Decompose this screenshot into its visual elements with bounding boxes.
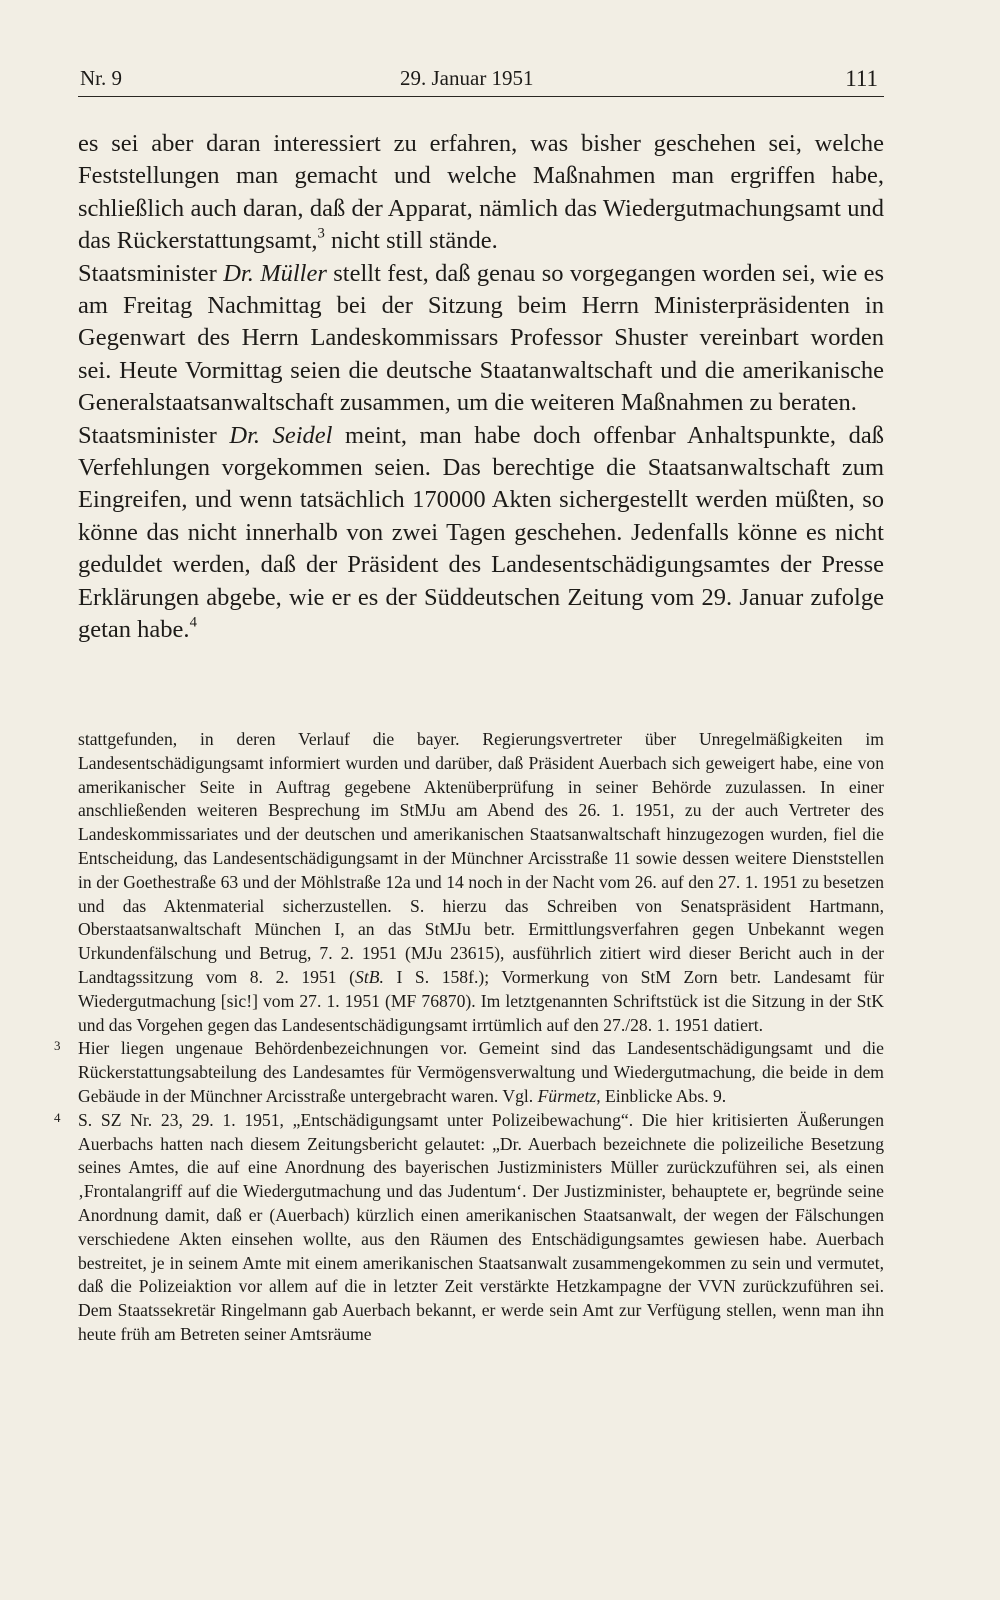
footnote-3 xyxy=(54,1037,884,1108)
paragraph-1 xyxy=(78,128,884,258)
footnote-ref-4: 4 xyxy=(189,614,197,631)
footnote-3-number: 3 xyxy=(54,1038,61,1054)
footnote-3-text-b: , Einblicke Abs. 9. xyxy=(596,1085,727,1106)
running-header xyxy=(78,62,884,97)
footnote-continuation-text-b: I S. 158f.); Vormerkung von StM Zorn betr. Landesamt für Wiedergutmachung [sic!] vom 27. 1. 1951 (MF 76870). Im letztgenannten Schriftstück ist die Sitzung in der StK und das Vorgehen gegen das Landesentschädigungsamt irrtümlich auf den 27./28. 1. 1951 datiert. xyxy=(78,966,884,1035)
speaker-name-mueller: Dr. Müller xyxy=(223,259,327,287)
footnote-4 xyxy=(54,1109,884,1347)
footnotes xyxy=(54,728,884,1347)
paragraph-1-text: es sei aber daran interessiert zu erfahren, was bisher geschehen sei, welche Feststellungen man gemacht und welche Maßnahmen man ergriffen habe, schließlich auch daran, daß der Apparat, nämlich das Wiedergutmachungsamt und das Rückerstattungsamt, xyxy=(78,130,884,255)
speaker-name-seidel: Dr. Seidel xyxy=(229,421,333,449)
header-date: 29. Januar 1951 xyxy=(400,66,534,90)
paragraph-3 xyxy=(78,420,884,647)
main-text xyxy=(78,128,884,647)
paragraph-2-text: stellt fest, daß genau so vorgegangen worden sei, wie es am Freitag Nachmittag bei der Sitzung beim Herrn Ministerpräsidenten in Gegenwart des Herrn Landeskommissars Professor Shuster vereinbart worden sei. Heute Vormittag seien die deutsche Staatanwaltschaft und die amerikanische Generalstaatsanwaltschaft zusammen, um die weiteren Maßnahmen zu beraten. xyxy=(78,259,884,417)
footnote-3-text-a: Hier liegen ungenaue Behördenbezeichnungen vor. Gemeint sind das Landesentschädigungsamt und die Rückerstattungsabteilung des Landesamtes für Vermögensverwaltung und Wiedergutmachung, die beide in dem Gebäude in der Münchner Arcisstraße untergebracht waren. Vgl. xyxy=(78,1038,884,1106)
paragraph-3-lead: Staatsminister xyxy=(78,421,230,449)
paragraph-3-text: meint, man habe doch offenbar Anhaltspunkte, daß Verfehlungen vorgekommen seien. Das berechtige die Staatsanwaltschaft zum Eingreifen, und wenn tatsächlich 170000 Akten sichergestellt werden müßten, so könne das nicht innerhalb von zwei Tagen geschehen. Jedenfalls könne es nicht geduldet werden, daß der Präsident des Landesentschädigungsamtes der Presse Erklärungen abgebe, wie er es der Süddeutschen Zeitung vom 29. Januar zufolge getan habe. xyxy=(78,421,884,644)
paragraph-2-lead: Staatsminister xyxy=(78,259,224,287)
page-number: 111 xyxy=(845,66,878,91)
issue-number: Nr. 9 xyxy=(80,66,122,90)
footnote-continuation-italic: StB. xyxy=(355,966,384,987)
footnote-3-author: Fürmetz xyxy=(537,1085,597,1106)
paragraph-2 xyxy=(78,258,884,420)
footnote-4-number: 4 xyxy=(54,1109,61,1125)
footnote-continuation xyxy=(78,728,884,1037)
footnote-ref-3: 3 xyxy=(317,225,325,242)
footnote-4-text: S. SZ Nr. 23, 29. 1. 1951, „Entschädigungsamt unter Polizeibewachung“. Die hier kritisierten Äußerungen Auerbachs hatten nach diesem Zeitungsbericht gelautet: „Dr. Auerbach bezeichnete die polizeiliche Besetzung seines Amtes, die auf eine Anordnung des bayerischen Justizministers Müller zurückzuführen sei, als einen ‚Frontalangriff auf die Wiedergutmachung und das Judentum‘. Der Justizminister, behauptete er, begründe seine Anordnung damit, daß er (Auerbach) kürzlich einen amerikanischen Staatsanwalt, der wegen der Fälschungen verschiedene Akten einsehen wollte, aus den Räumen des Entschädigungsamtes gewiesen habe. Auerbach bestreitet, je in seinem Amte mit einem amerikanischen Staatsanwalt zusammengekommen zu sein und vermutet, daß die Polizeiaktion vor allem auf die in letzter Zeit verstärkte Hetzkampagne der VVN zurückzuführen sei. Dem Staatssekretär Ringelmann gab Auerbach bekannt, er werde sein Amt zur Verfügung stellen, wenn man ihn heute früh am Betreten seiner Amtsräume xyxy=(78,1109,884,1344)
paragraph-1-end: nicht still stände. xyxy=(324,227,498,255)
footnote-continuation-text-a: stattgefunden, in deren Verlauf die bayer. Regierungsvertreter über Unregelmäßigkeiten im Landesentschädigungsamt informiert wurden und darüber, daß Präsident Auerbach sich geweigert habe, eine von amerikanischer Seite in Auftrag gegebene Aktenüberprüfung in seiner Behörde zuzulassen. In einer anschließenden weiteren Besprechung im StMJu am Abend des 26. 1. 1951, zu der auch Vertreter des Landeskommissariates und der deutschen und amerikanischen Staatsanwaltschaft hinzugezogen wurden, fiel die Entscheidung, das Landesentschädigungsamt in der Münchner Arcisstraße 11 sowie dessen weitere Dienststellen in der Goethestraße 63 und der Möhlstraße 12a und 14 noch in der Nacht vom 26. auf den 27. 1. 1951 zu besetzen und das Aktenmaterial sicherzustellen. S. hierzu das Schreiben von Senatspräsident Hartmann, Oberstaatsanwaltschaft München I, an das StMJu betr. Ermittlungsverfahren gegen Unbekannt wegen Urkundenfälschung und Betrug, 7. 2. 1951 (MJu 23615), ausführlich zitiert wird dieser Bericht auch in der Landtagssitzung vom 8. 2. 1951 ( xyxy=(78,729,884,987)
